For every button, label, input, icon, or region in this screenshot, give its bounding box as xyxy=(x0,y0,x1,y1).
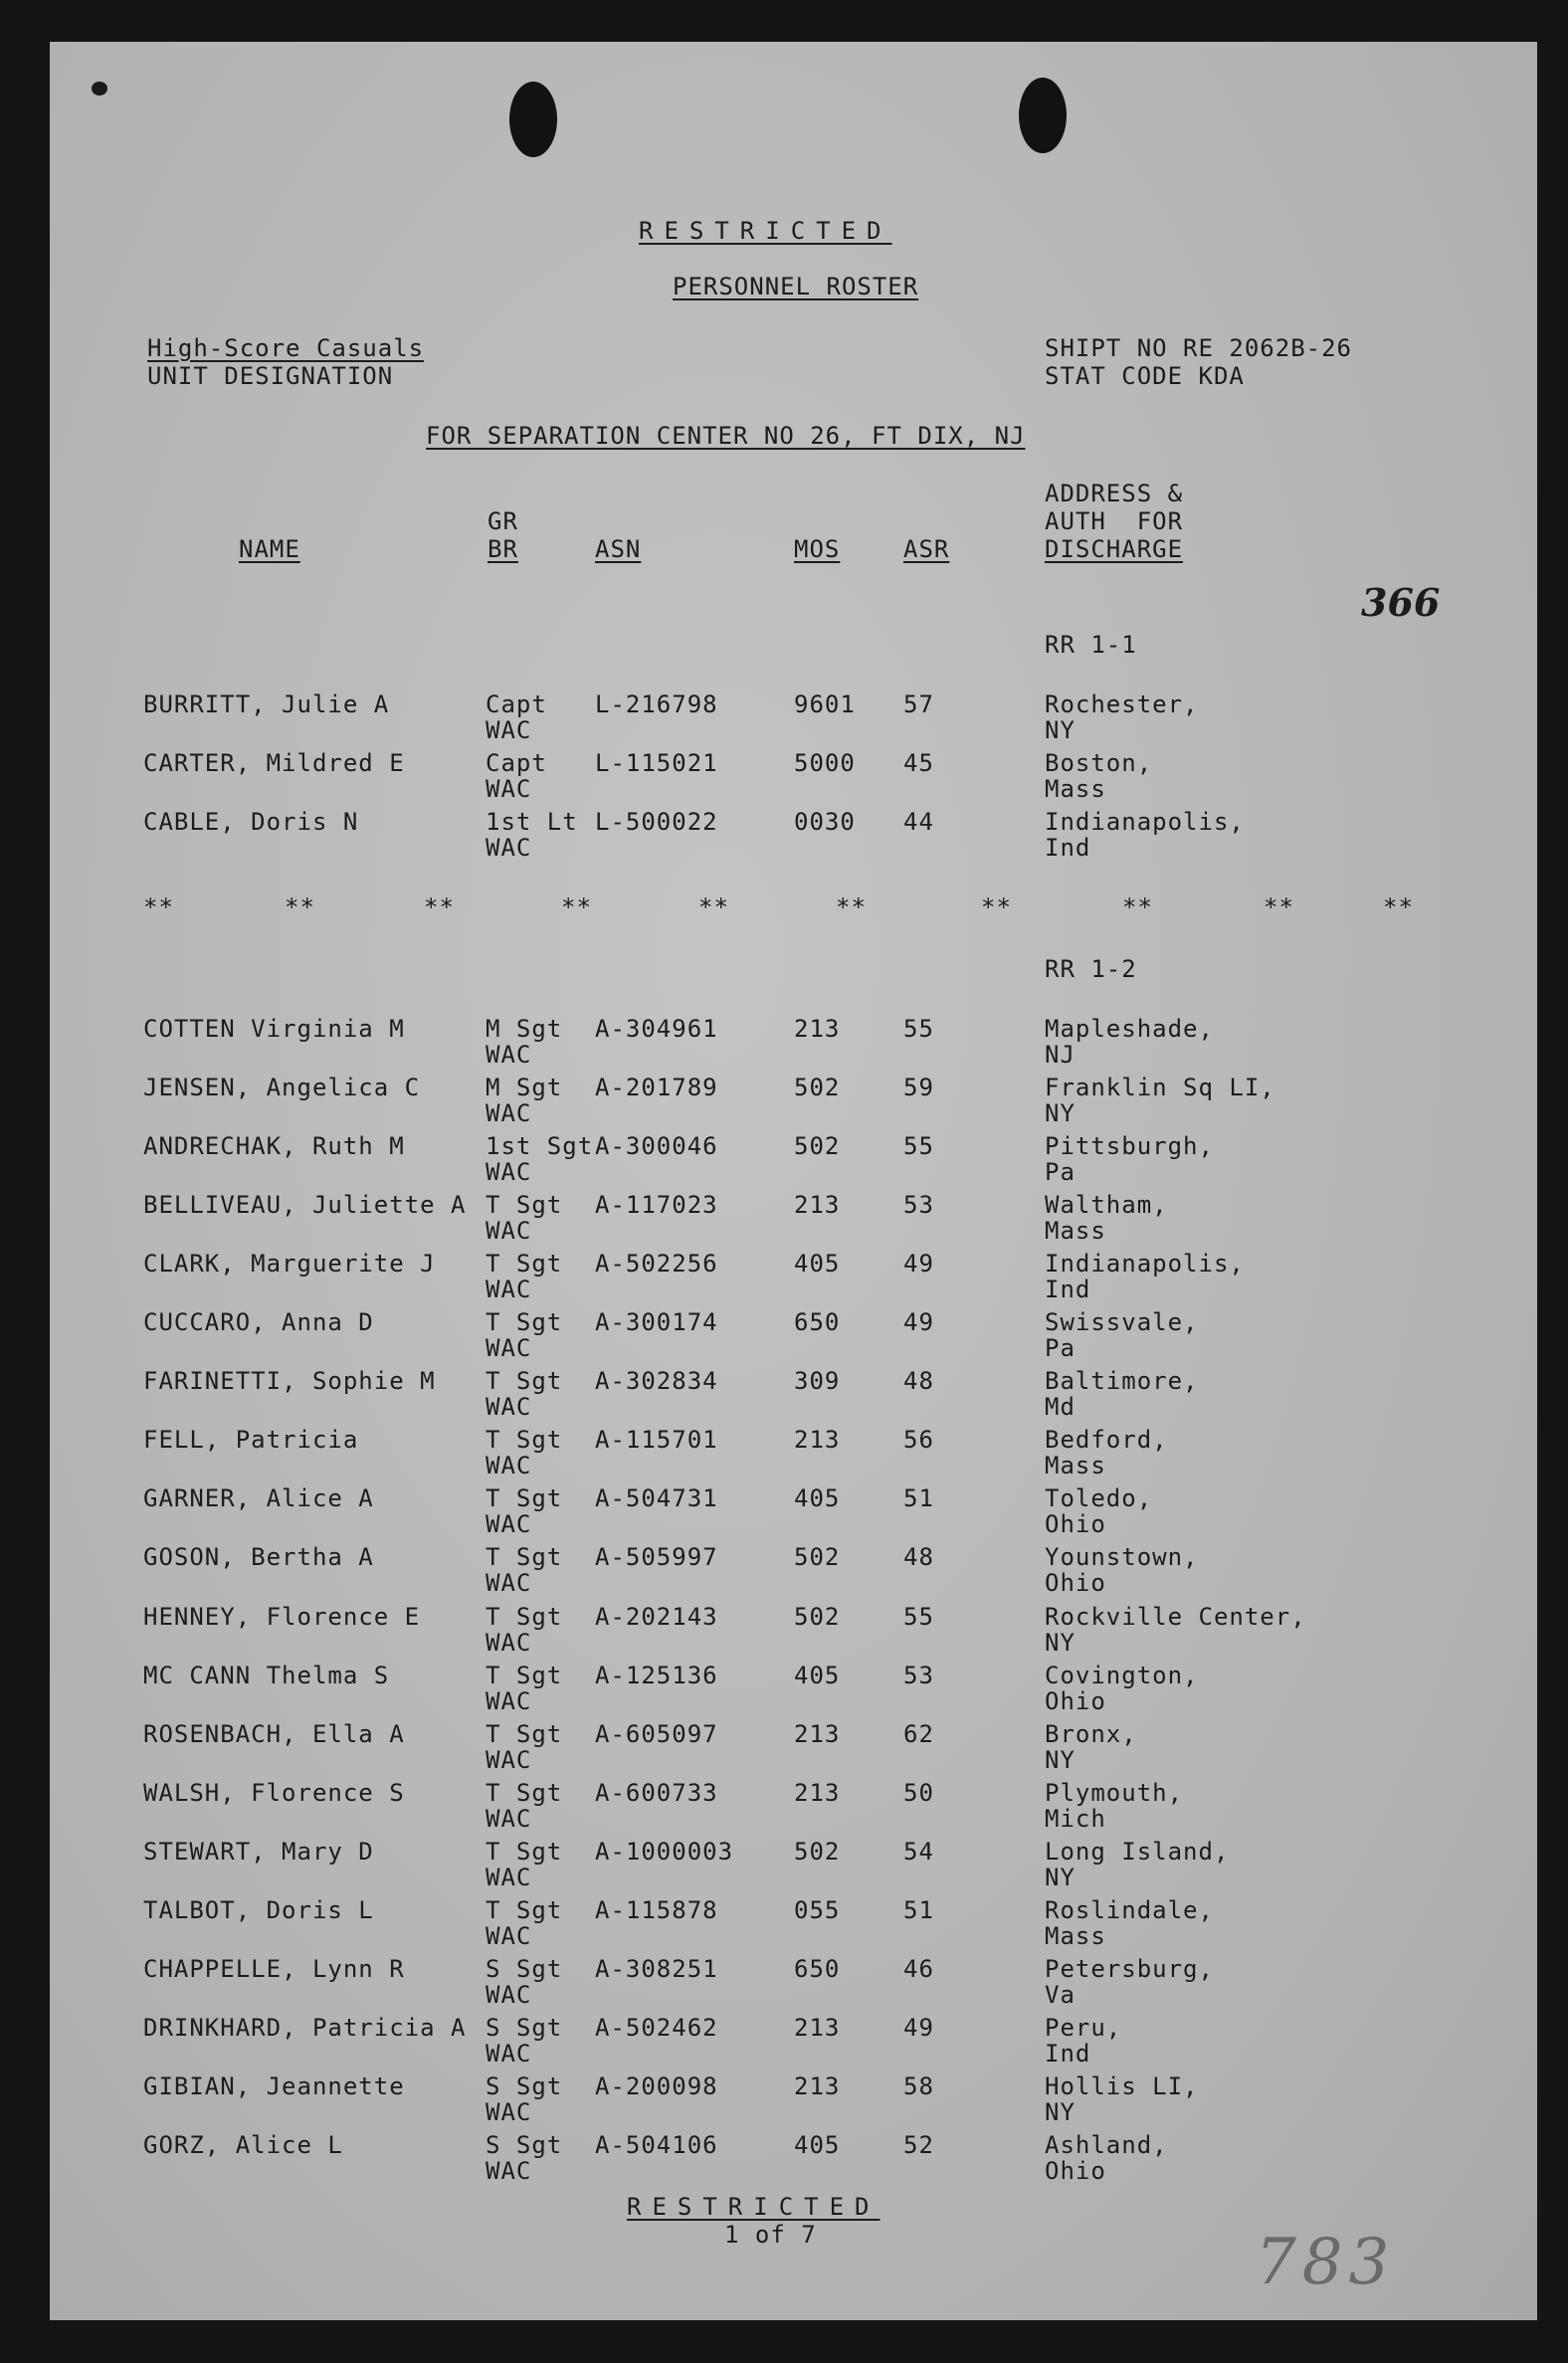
col-address-1: ADDRESS & xyxy=(1045,480,1184,507)
roster-name: FELL, Patricia xyxy=(143,1426,359,1455)
auth-label: RR 1-1 xyxy=(1045,631,1137,659)
roster-name: CLARK, Marguerite J xyxy=(143,1250,436,1279)
roster-branch: WAC xyxy=(486,1217,532,1246)
roster-grade: 1st Lt xyxy=(486,808,578,836)
roster-state: NY xyxy=(1045,1628,1076,1657)
roster-branch: WAC xyxy=(486,1276,532,1304)
separator-mark: ** xyxy=(698,893,729,921)
roster-state: Ohio xyxy=(1045,2156,1106,2185)
col-asr: ASR xyxy=(903,535,950,563)
roster-name: FARINETTI, Sophie M xyxy=(143,1367,436,1396)
roster-state: NJ xyxy=(1045,1041,1076,1069)
roster-asr: 49 xyxy=(903,1308,934,1337)
roster-name: HENNEY, Florence E xyxy=(143,1602,421,1631)
roster-state: Ind xyxy=(1045,1276,1091,1304)
separator-mark: ** xyxy=(285,893,315,921)
ink-speck xyxy=(92,82,107,96)
roster-mos: 502 xyxy=(794,1074,841,1102)
roster-city: Toledo, xyxy=(1045,1484,1153,1513)
roster-branch: WAC xyxy=(486,1921,532,1950)
roster-asr: 44 xyxy=(903,808,934,836)
roster-asn: A-502256 xyxy=(595,1250,718,1279)
roster-branch: WAC xyxy=(486,2097,532,2126)
roster-name: ROSENBACH, Ella A xyxy=(143,1719,405,1748)
roster-asr: 48 xyxy=(903,1543,934,1572)
roster-grade: T Sgt xyxy=(486,1426,563,1455)
roster-grade: T Sgt xyxy=(486,1543,563,1572)
roster-state: Va xyxy=(1045,1980,1076,2009)
restricted-bottom: RESTRICTED xyxy=(627,2193,881,2221)
roster-asn: A-115878 xyxy=(595,1895,718,1924)
roster-grade: 1st Sgt xyxy=(486,1132,594,1161)
roster-city: Franklin Sq LI, xyxy=(1045,1074,1275,1102)
roster-mos: 213 xyxy=(794,1426,841,1455)
separator-mark: ** xyxy=(143,893,174,921)
roster-asr: 58 xyxy=(903,2071,934,2100)
roster-name: GIBIAN, Jeannette xyxy=(143,2071,405,2100)
roster-branch: WAC xyxy=(486,834,532,862)
roster-state: Mass xyxy=(1045,775,1106,803)
roster-name: CARTER, Mildred E xyxy=(143,749,405,777)
roster-grade: S Sgt xyxy=(486,2013,563,2042)
roster-city: Plymouth, xyxy=(1045,1778,1184,1807)
roster-state: Ohio xyxy=(1045,1510,1106,1539)
roster-mos: 405 xyxy=(794,1661,841,1689)
roster-grade: T Sgt xyxy=(486,1837,563,1866)
roster-branch: WAC xyxy=(486,1041,532,1069)
roster-branch: WAC xyxy=(486,1510,532,1539)
roster-city: Rockville Center, xyxy=(1045,1602,1306,1631)
roster-state: NY xyxy=(1045,2097,1076,2126)
roster-city: Boston, xyxy=(1045,749,1153,777)
roster-mos: 213 xyxy=(794,2013,841,2042)
roster-branch: WAC xyxy=(486,1804,532,1833)
roster-name: STEWART, Mary D xyxy=(143,1837,374,1866)
roster-mos: 213 xyxy=(794,1015,841,1043)
roster-mos: 0030 xyxy=(794,808,856,836)
roster-asn: L-500022 xyxy=(595,808,718,836)
roster-asn: A-308251 xyxy=(595,1954,718,1983)
col-asn: ASN xyxy=(595,535,642,563)
roster-name: GARNER, Alice A xyxy=(143,1484,374,1513)
roster-name: BURRITT, Julie A xyxy=(143,690,390,718)
roster-page xyxy=(50,42,1537,2320)
shipment-number: SHIPT NO RE 2062B-26 xyxy=(1045,334,1352,362)
roster-branch: WAC xyxy=(486,1099,532,1128)
auth-label: RR 1-2 xyxy=(1045,955,1137,983)
handwritten-number: 783 xyxy=(1256,2226,1396,2299)
roster-asn: A-115701 xyxy=(595,1426,718,1455)
roster-name: COTTEN Virginia M xyxy=(143,1015,405,1043)
roster-city: Mapleshade, xyxy=(1045,1015,1214,1043)
roster-grade: Capt xyxy=(486,690,547,718)
roster-grade: M Sgt xyxy=(486,1074,563,1102)
roster-asn: A-1000003 xyxy=(595,1837,734,1866)
roster-city: Petersburg, xyxy=(1045,1954,1214,1983)
roster-mos: 213 xyxy=(794,1191,841,1220)
roster-grade: T Sgt xyxy=(486,1367,563,1396)
roster-state: Mass xyxy=(1045,1921,1106,1950)
roster-grade: S Sgt xyxy=(486,2130,563,2159)
roster-city: Peru, xyxy=(1045,2013,1122,2042)
roster-mos: 9601 xyxy=(794,690,856,718)
roster-asn: A-302834 xyxy=(595,1367,718,1396)
roster-branch: WAC xyxy=(486,775,532,803)
separator-mark: ** xyxy=(981,893,1012,921)
roster-state: Mass xyxy=(1045,1217,1106,1246)
roster-mos: 309 xyxy=(794,1367,841,1396)
roster-asn: A-504106 xyxy=(595,2130,718,2159)
roster-branch: WAC xyxy=(486,1628,532,1657)
roster-asr: 46 xyxy=(903,1954,934,1983)
roster-city: Ashland, xyxy=(1045,2130,1168,2159)
col-name: NAME xyxy=(239,535,300,563)
roster-mos: 650 xyxy=(794,1308,841,1337)
roster-mos: 502 xyxy=(794,1602,841,1631)
roster-branch: WAC xyxy=(486,1686,532,1715)
roster-city: Covington, xyxy=(1045,1661,1199,1689)
unit-name: High-Score Casuals xyxy=(147,334,425,362)
stat-code: STAT CODE KDA xyxy=(1045,362,1245,390)
roster-name: GORZ, Alice L xyxy=(143,2130,343,2159)
roster-asn: A-505997 xyxy=(595,1543,718,1572)
roster-name: CUCCARO, Anna D xyxy=(143,1308,374,1337)
roster-asr: 55 xyxy=(903,1602,934,1631)
roster-branch: WAC xyxy=(486,2156,532,2185)
roster-asr: 54 xyxy=(903,1837,934,1866)
roster-asr: 55 xyxy=(903,1132,934,1161)
col-address-2: AUTH FOR xyxy=(1045,507,1184,535)
roster-grade: T Sgt xyxy=(486,1602,563,1631)
roster-asn: A-201789 xyxy=(595,1074,718,1102)
roster-city: Bronx, xyxy=(1045,1719,1137,1748)
roster-asn: A-502462 xyxy=(595,2013,718,2042)
roster-state: Mich xyxy=(1045,1804,1106,1833)
roster-branch: WAC xyxy=(486,1569,532,1598)
roster-state: Ohio xyxy=(1045,1569,1106,1598)
roster-mos: 502 xyxy=(794,1543,841,1572)
roster-asr: 51 xyxy=(903,1895,934,1924)
roster-name: ANDRECHAK, Ruth M xyxy=(143,1132,405,1161)
roster-asr: 59 xyxy=(903,1074,934,1102)
roster-asr: 52 xyxy=(903,2130,934,2159)
roster-asn: A-300046 xyxy=(595,1132,718,1161)
roster-grade: T Sgt xyxy=(486,1661,563,1689)
roster-state: NY xyxy=(1045,716,1076,744)
roster-branch: WAC xyxy=(486,1452,532,1480)
roster-asn: A-125136 xyxy=(595,1661,718,1689)
roster-mos: 502 xyxy=(794,1837,841,1866)
roster-branch: WAC xyxy=(486,1393,532,1422)
roster-branch: WAC xyxy=(486,716,532,744)
roster-asr: 53 xyxy=(903,1661,934,1689)
roster-state: Pa xyxy=(1045,1158,1076,1187)
roster-asn: A-117023 xyxy=(595,1191,718,1220)
separator-mark: ** xyxy=(1383,893,1414,921)
roster-branch: WAC xyxy=(486,1334,532,1363)
roster-asn: A-600733 xyxy=(595,1778,718,1807)
roster-asn: L-115021 xyxy=(595,749,718,777)
roster-mos: 5000 xyxy=(794,749,856,777)
roster-grade: T Sgt xyxy=(486,1778,563,1807)
roster-city: Waltham, xyxy=(1045,1191,1168,1220)
roster-grade: T Sgt xyxy=(486,1308,563,1337)
roster-grade: M Sgt xyxy=(486,1015,563,1043)
roster-name: CHAPPELLE, Lynn R xyxy=(143,1954,405,1983)
roster-state: Ind xyxy=(1045,2039,1091,2068)
roster-grade: T Sgt xyxy=(486,1191,563,1220)
roster-city: Roslindale, xyxy=(1045,1895,1214,1924)
roster-mos: 213 xyxy=(794,1778,841,1807)
roster-grade: T Sgt xyxy=(486,1484,563,1513)
roster-branch: WAC xyxy=(486,1980,532,2009)
separator-mark: ** xyxy=(1264,893,1294,921)
roster-grade: S Sgt xyxy=(486,2071,563,2100)
roster-city: Baltimore, xyxy=(1045,1367,1199,1396)
roster-state: NY xyxy=(1045,1099,1076,1128)
roster-asr: 53 xyxy=(903,1191,934,1220)
roster-state: Ohio xyxy=(1045,1686,1106,1715)
roster-asn: A-304961 xyxy=(595,1015,718,1043)
roster-state: NY xyxy=(1045,1745,1076,1774)
roster-mos: 213 xyxy=(794,2071,841,2100)
col-grade-top: GR xyxy=(488,507,518,535)
roster-mos: 055 xyxy=(794,1895,841,1924)
roster-grade: Capt xyxy=(486,749,547,777)
roster-asn: A-200098 xyxy=(595,2071,718,2100)
roster-asr: 50 xyxy=(903,1778,934,1807)
col-grade-bottom: BR xyxy=(488,535,518,563)
roster-grade: S Sgt xyxy=(486,1954,563,1983)
roster-name: BELLIVEAU, Juliette A xyxy=(143,1191,467,1220)
roster-name: DRINKHARD, Patricia A xyxy=(143,2013,467,2042)
roster-name: TALBOT, Doris L xyxy=(143,1895,374,1924)
roster-asr: 55 xyxy=(903,1015,934,1043)
roster-city: Indianapolis, xyxy=(1045,1250,1245,1279)
roster-asr: 56 xyxy=(903,1426,934,1455)
roster-name: WALSH, Florence S xyxy=(143,1778,405,1807)
roster-state: Mass xyxy=(1045,1452,1106,1480)
roster-city: Hollis LI, xyxy=(1045,2071,1199,2100)
roster-asr: 57 xyxy=(903,690,934,718)
roster-branch: WAC xyxy=(486,1863,532,1891)
roster-asn: A-504731 xyxy=(595,1484,718,1513)
roster-asn: A-202143 xyxy=(595,1602,718,1631)
punch-hole-right xyxy=(1019,78,1067,153)
roster-asn: A-605097 xyxy=(595,1719,718,1748)
roster-grade: T Sgt xyxy=(486,1250,563,1279)
roster-asr: 49 xyxy=(903,2013,934,2042)
roster-branch: WAC xyxy=(486,2039,532,2068)
roster-mos: 502 xyxy=(794,1132,841,1161)
roster-state: Pa xyxy=(1045,1334,1076,1363)
document-title: PERSONNEL ROSTER xyxy=(673,273,919,300)
roster-state: NY xyxy=(1045,1863,1076,1891)
roster-mos: 650 xyxy=(794,1954,841,1983)
roster-city: Swissvale, xyxy=(1045,1308,1199,1337)
separator-mark: ** xyxy=(1122,893,1153,921)
separator-mark: ** xyxy=(836,893,867,921)
roster-name: MC CANN Thelma S xyxy=(143,1661,390,1689)
page-count: 1 of 7 xyxy=(724,2221,817,2249)
roster-asr: 45 xyxy=(903,749,934,777)
roster-branch: WAC xyxy=(486,1745,532,1774)
roster-mos: 405 xyxy=(794,1250,841,1279)
roster-branch: WAC xyxy=(486,1158,532,1187)
roster-city: Rochester, xyxy=(1045,690,1199,718)
roster-mos: 405 xyxy=(794,1484,841,1513)
col-address-3: DISCHARGE xyxy=(1045,535,1184,563)
roster-name: GOSON, Bertha A xyxy=(143,1543,374,1572)
roster-mos: 405 xyxy=(794,2130,841,2159)
roster-city: Younstown, xyxy=(1045,1543,1199,1572)
roster-name: CABLE, Doris N xyxy=(143,808,359,836)
punch-hole-left xyxy=(509,82,557,157)
roster-name: JENSEN, Angelica C xyxy=(143,1074,421,1102)
roster-mos: 213 xyxy=(794,1719,841,1748)
page-number-stamp: 366 xyxy=(1361,580,1441,625)
roster-grade: T Sgt xyxy=(486,1895,563,1924)
roster-state: Ind xyxy=(1045,834,1091,862)
roster-grade: T Sgt xyxy=(486,1719,563,1748)
roster-asr: 49 xyxy=(903,1250,934,1279)
col-mos: MOS xyxy=(794,535,841,563)
roster-asn: A-300174 xyxy=(595,1308,718,1337)
roster-city: Pittsburgh, xyxy=(1045,1132,1214,1161)
roster-city: Indianapolis, xyxy=(1045,808,1245,836)
roster-city: Bedford, xyxy=(1045,1426,1168,1455)
unit-designation-label: UNIT DESIGNATION xyxy=(147,362,394,390)
roster-city: Long Island, xyxy=(1045,1837,1230,1866)
roster-asr: 48 xyxy=(903,1367,934,1396)
separator-mark: ** xyxy=(561,893,592,921)
roster-asn: L-216798 xyxy=(595,690,718,718)
separator-mark: ** xyxy=(424,893,455,921)
roster-asr: 62 xyxy=(903,1719,934,1748)
roster-asr: 51 xyxy=(903,1484,934,1513)
restricted-top: RESTRICTED xyxy=(639,217,892,245)
destination: FOR SEPARATION CENTER NO 26, FT DIX, NJ xyxy=(426,422,1026,450)
roster-state: Md xyxy=(1045,1393,1076,1422)
